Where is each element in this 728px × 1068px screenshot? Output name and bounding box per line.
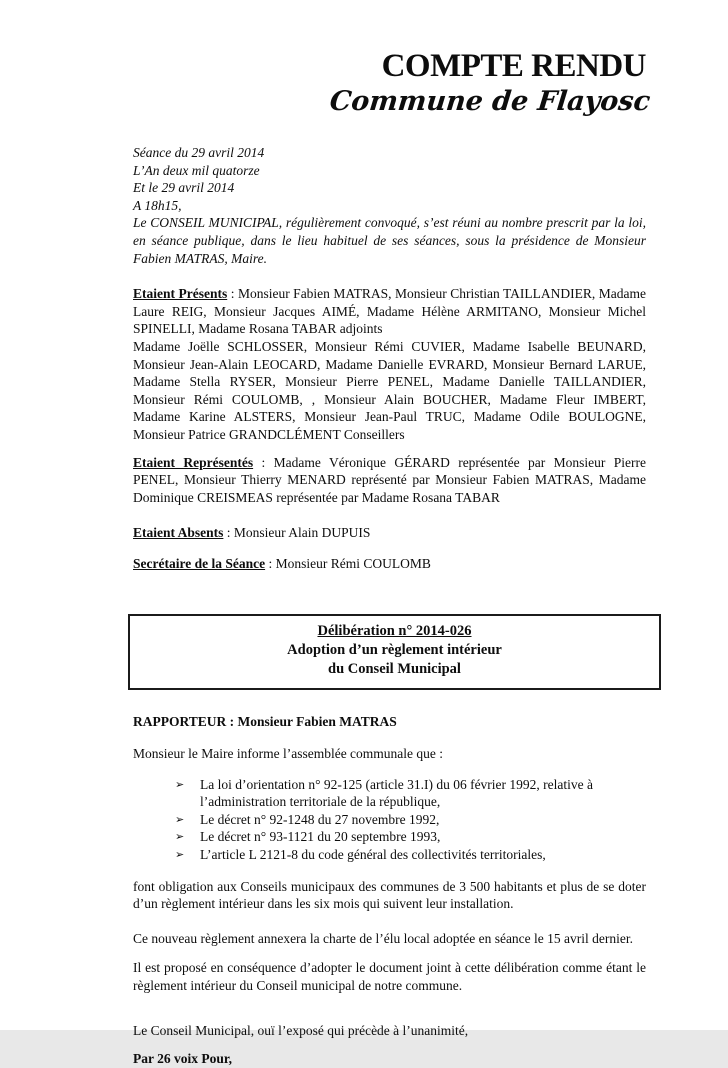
attendance-absent (133, 524, 646, 542)
present-names: Monsieur Fabien MATRAS, Monsieur Christian TAILLANDIER, Madame Laure REIG, Monsieur Jacques AIMÉ, Madame Hélène ARMITANO, Monsieur Michel SPINELLI, Madame Rosana TABAR adjoints (133, 286, 646, 337)
secretary-name: Monsieur Rémi COULOMB (275, 555, 431, 571)
vote-result-line: Par 26 voix Pour, (133, 1051, 233, 1067)
present-label: Etaient Présents (133, 286, 228, 302)
session-convocation: Le CONSEIL MUNICIPAL, régulièrement convoqué, s’est réuni au nombre prescrit par la loi, en séance publique, dans le lieu habituel de ses séances, sous la présidence de Monsieur Fabien MATRAS, Maire. (133, 215, 646, 266)
list-item (133, 846, 646, 864)
intro-line: Monsieur le Maire informe l’assemblée communale que : (133, 746, 444, 762)
label-separator: : (265, 555, 276, 571)
paragraph-proposition: Il est proposé en conséquence d’adopter le document joint à cette délibération comme étant le règlement intérieur du Conseil municipal de notre commune. (133, 960, 646, 993)
session-date-line2: Et le 29 avril 2014 (133, 180, 235, 196)
attendance-represented (133, 454, 646, 507)
attendance-secretary (133, 555, 646, 573)
document-title: COMPTE RENDU (381, 48, 646, 84)
list-item (133, 776, 646, 811)
session-date-line: Séance du 29 avril 2014 (133, 145, 265, 160)
document-subtitle: Commune de Flayosc (328, 86, 652, 117)
list-item-text: Le décret n° 92-1248 du 27 novembre 1992, (200, 811, 440, 827)
absent-names: Monsieur Alain DUPUIS (233, 525, 371, 541)
represented-label: Etaient Représentés (133, 454, 254, 470)
absent-label: Etaient Absents (133, 525, 224, 541)
bullet-arrow-icon: ➢ (175, 777, 185, 791)
label-separator: : (253, 454, 274, 470)
list-item (133, 828, 646, 846)
session-block (133, 144, 646, 267)
deliberation-number: Délibération n° 2014-026 (317, 623, 472, 640)
attendance-present (133, 285, 646, 443)
list-item-text: L’article L 2121-8 du code général des collectivités territoriales, (200, 847, 546, 863)
bullet-arrow-icon: ➢ (175, 812, 185, 826)
present-names-continued: Madame Joëlle SCHLOSSER, Monsieur Rémi CUVIER, Madame Isabelle BEUNARD, Monsieur Jean-Alain LEOCARD, Madame Danielle EVRARD, Monsieur Bernard LARUE, Madame Stella RYSER, Monsieur Pierre PENEL, Madame Danielle TAILLANDIER, Monsieur Rémi COULOMB, , Monsieur Alain BOUCHER, Madame Fleur IMBERT, Madame Karine ALSTERS, Monsieur Jean-Paul TRUC, Madame Odile BOULOGNE, Monsieur Patrice GRANDCLÉMENT Conseillers (133, 338, 646, 442)
rapporteur-line: RAPPORTEUR : Monsieur Fabien MATRAS (133, 714, 397, 730)
deliberation-title-line2: du Conseil Municipal (328, 661, 461, 678)
legal-references-list (133, 776, 646, 864)
label-separator: : (227, 286, 238, 302)
secretary-label: Secrétaire de la Séance (133, 555, 266, 571)
paragraph-conclusion: Le Conseil Municipal, ouï l’exposé qui précède à l’unanimité, (133, 1022, 469, 1038)
bullet-arrow-icon: ➢ (175, 848, 185, 862)
session-year-line: L’An deux mil quatorze (133, 162, 260, 178)
list-item-text: Le décret n° 93-1121 du 20 septembre 1993, (200, 829, 441, 845)
deliberation-title-line1: Adoption d’un règlement intérieur (287, 642, 502, 659)
paragraph-charte: Ce nouveau règlement annexera la charte de l’élu local adoptée en séance le 15 avril dernier. (133, 930, 634, 946)
bullet-arrow-icon: ➢ (175, 830, 185, 844)
represented-names: Madame Véronique GÉRARD représentée par Monsieur Pierre PENEL, Monsieur Thierry MENARD représenté par Monsieur Fabien MATRAS, Madame Dominique CREISMEAS représentée par Madame Rosana TABAR (133, 454, 646, 505)
deliberation-title-box (128, 614, 661, 690)
session-time-line: A 18h15, (133, 197, 182, 213)
list-item (133, 811, 646, 829)
list-item-text: La loi d’orientation n° 92-125 (article 31.I) du 06 février 1992, relative à l’administration territoriale de la république, (200, 776, 594, 810)
paragraph-obligation: font obligation aux Conseils municipaux des communes de 3 500 habitants et plus de se doter d’un règlement intérieur dans les six mois qui suivent leur installation. (133, 878, 646, 912)
label-separator: : (223, 525, 234, 541)
document-body (133, 0, 646, 1068)
